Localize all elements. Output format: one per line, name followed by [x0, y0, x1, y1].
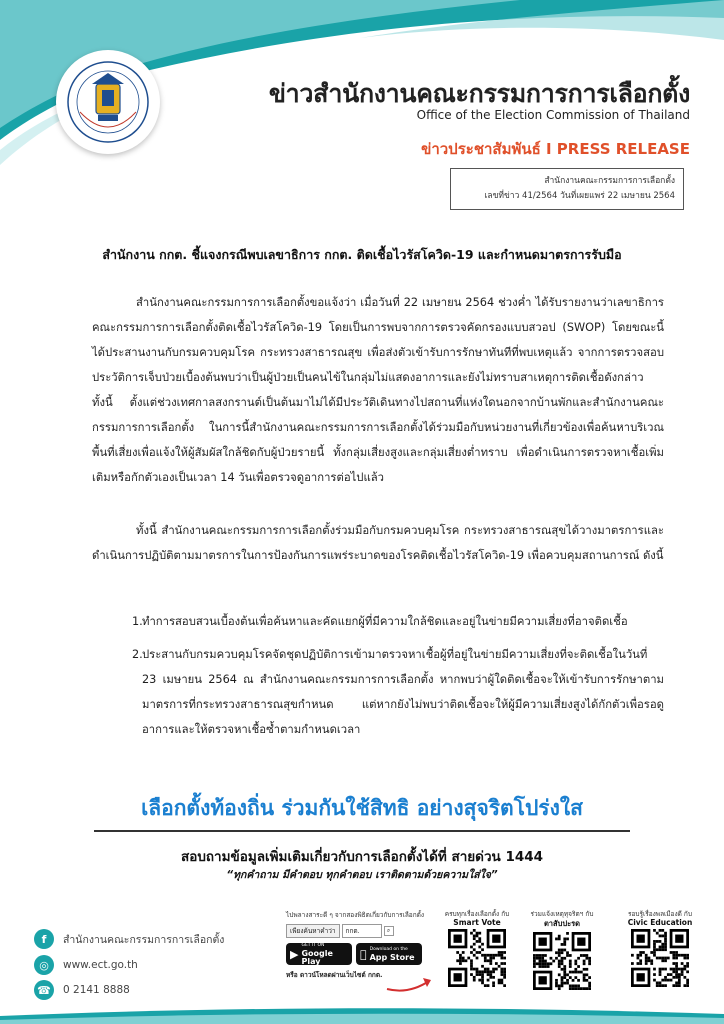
list-text: ทำการสอบสวนเบื้องต้นเพื่อค้นหาและคัดแยกผู้ที่มีความใกล้ชิดและอยู่ในข่ายมีความเสี่ยงที่อาจติดเชื้อ: [142, 615, 628, 628]
google-play-small: GET IT ON: [301, 943, 325, 948]
phone-label: 0 2141 8888: [63, 984, 130, 996]
document-title: สำนักงาน กกต. ชี้แจงกรณีพบเลขาธิการ กกต. ติดเชื้อไวรัสโควิด-19 และกำหนดมาตรการรับมือ: [102, 247, 622, 262]
hotline-text: สอบถามข้อมูลเพิ่มเติมเกี่ยวกับการเลือกตั้งได้ที่ สายด่วน 1444: [180, 849, 544, 865]
qr-caption: รอบรู้เรื่องพลเมืองดี กับ: [627, 910, 692, 918]
list-item: [92, 609, 664, 634]
qr-caption: ร่วมแจ้งเหตุทุจริตฯ กับ: [530, 910, 594, 918]
apple-icon: [360, 948, 367, 961]
qr-tasapparod[interactable]: [522, 910, 602, 992]
google-play-icon: ▶: [290, 947, 299, 961]
divider: [94, 830, 630, 832]
qr-title: ตาสับปะรด: [543, 919, 581, 928]
app-store-label: App Store: [363, 953, 408, 962]
hotline-tagline: “ทุกคำถาม มีคำตอบ ทุกคำตอบ เราติดตามด้วยความใส่ใจ”: [226, 869, 498, 881]
header-title: ข่าวสำนักงานคณะกรรมการการเลือกตั้ง: [268, 79, 690, 108]
paragraph-1: [92, 290, 664, 490]
paragraph-1-text: สำนักงานคณะกรรมการการเลือกตั้งขอแจ้งว่า เมื่อวันที่ 22 เมษายน 2564 ช่วงค่ำ ได้รับรายงานว่าเลขาธิการคณะกรรมการการเลือกตั้งติดเชื้อไวรัสโควิด-19 โดยเป็นการพบจากการตรวจคัดกรองแบบสวอป (SWOP) โดยขณะนี้ได้ประสานงานกับกรมควบคุมโรค กระทรวงสาธารณสุข เพื่อส่งตัวเข้ารับการรักษาทันทีที่พบเหตุแล้ว จากการตรวจสอบประวัติการเจ็บป่วยเบื้องต้นพบว่าเป็นผู้ป่วยเป็นคนไข้ในกลุ่มไม่แสดงอาการและยังไม่ทราบสาเหตุการติดเชื้อดังกล่าว ทั้งนี้ ตั้งแต่ช่วงเทศกาลสงกรานต์เป็นต้นมาไม่ได้มีประวัติเดินทางไปสถานที่แห่งใดนอกจากบ้านพักและสำนักงานคณะกรรมการการเลือกตั้ง ในการนี้สำนักงานคณะกรรมการการเลือกตั้งได้ร่วมมือกับหน่วยงานที่เกี่ยวข้องเพื่อค้นหาบริเวณพื้นที่เสี่ยงเพื่อแจ้งให้ผู้สัมผัสใกล้ชิดกับผู้ป่วยรายนี้ ทั้งกลุ่มเสี่ยงสูงและกลุ่มเสี่ยงต่ำทราบ เพื่อดำเนินการตรวจหาเชื้อเพิ่มเติมหรือกักตัวเองเป็นเวลา 14 วันเพื่อตรวจดูอาการต่อไปแล้ว: [92, 296, 664, 484]
paragraph-2: [92, 518, 664, 568]
facebook-icon: f: [34, 929, 54, 949]
qr-title: Civic Education: [627, 918, 693, 927]
list-number: 1.: [132, 615, 143, 628]
red-arrow-icon: [385, 975, 435, 995]
qr-smart-vote[interactable]: [437, 910, 517, 989]
reference-office: สำนักงานคณะกรรมการการเลือกตั้ง: [544, 176, 675, 186]
paragraph-2-text: ทั้งนี้ สำนักงานคณะกรรมการการเลือกตั้งร่วมมือกับกรมควบคุมโรค กระทรวงสาธารณสุขได้วางมาตรการและดำเนินการปฏิบัติตามมาตรการในการป้องกันการแพร่ระบาดของโรคติดเชื้อไวรัสโควิด-19 เพื่อควบคุมสถานการณ์ ดังนี้: [92, 524, 664, 562]
contact-phone[interactable]: [34, 980, 130, 1000]
contact-facebook[interactable]: [34, 929, 224, 949]
app-download-box: [286, 910, 436, 1010]
footer-wave-decoration: [0, 1006, 724, 1024]
search-icon: ⌕: [384, 926, 394, 936]
ect-emblem-icon: [66, 60, 150, 144]
app-search-hint: [286, 924, 436, 938]
google-play-button[interactable]: [286, 943, 352, 965]
qr-title: Smart Vote: [453, 918, 501, 927]
facebook-label: สำนักงานคณะกรรมการการเลือกตั้ง: [63, 933, 225, 946]
app-store-small: Download on the: [363, 947, 402, 952]
search-hint-value: กกต.: [342, 924, 382, 938]
website-label: www.ect.go.th: [63, 959, 138, 971]
list-number: 2.: [132, 648, 143, 661]
phone-icon: ☎: [34, 980, 54, 1000]
reference-number-date: เลขที่ข่าว 41/2564 วันที่เผยแพร่ 22 เมษายน 2564: [484, 191, 675, 201]
campaign-slogan: เลือกตั้งท้องถิ่น ร่วมกันใช้สิทธิ อย่างสุจริตโปร่งใส: [141, 796, 583, 820]
measures-list: [92, 609, 664, 750]
qr-caption: ครบทุกเรื่องเลือกตั้ง กับ: [444, 910, 510, 918]
qr-civic-education[interactable]: [620, 910, 700, 989]
qr-code-icon: [533, 932, 591, 990]
app-download-footer: หรือ ดาวน์โหลดผ่านเว็บไซต์ กกต.: [286, 971, 383, 979]
app-store-button[interactable]: [356, 943, 422, 965]
list-item: [92, 642, 664, 742]
contact-website[interactable]: [34, 955, 138, 975]
app-promo-text: ไปพลางสาระดี ๆ จากสองพิธิตเกี่ยวกับการเลือกตั้ง: [286, 911, 425, 919]
qr-code-icon: [631, 929, 689, 987]
ect-logo: [56, 50, 160, 154]
qr-code-icon: [448, 929, 506, 987]
search-hint-label: เพียงค้นหาคำว่า: [286, 924, 340, 938]
globe-icon: ◎: [34, 955, 54, 975]
reference-box: [450, 168, 684, 210]
list-text: ประสานกับกรมควบคุมโรคจัดชุดปฏิบัติการเข้ามาตรวจหาเชื้อผู้ที่อยู่ในข่ายมีความเสี่ยงที่จะติดเชื้อในวันที่ 23 เมษายน 2564 ณ สำนักงานคณะกรรมการการเลือกตั้ง หากพบว่าผู้ใดติดเชื้อจะให้เข้ารับการรักษาตามมาตรการที่กระทรวงสาธารณสุขกำหนด แต่หากยังไม่พบว่าติดเชื้อจะให้ผู้มีความเสี่ยงสูงได้กักตัวเพื่อรอดูอาการและให้ตรวจหาเชื้อซ้ำตามกำหนดเวลา: [142, 648, 664, 736]
press-release-label: ข่าวประชาสัมพันธ์ I PRESS RELEASE: [421, 140, 690, 158]
google-play-label: Google Play: [301, 949, 333, 966]
header-subtitle: Office of the Election Commission of Thailand: [416, 108, 690, 122]
